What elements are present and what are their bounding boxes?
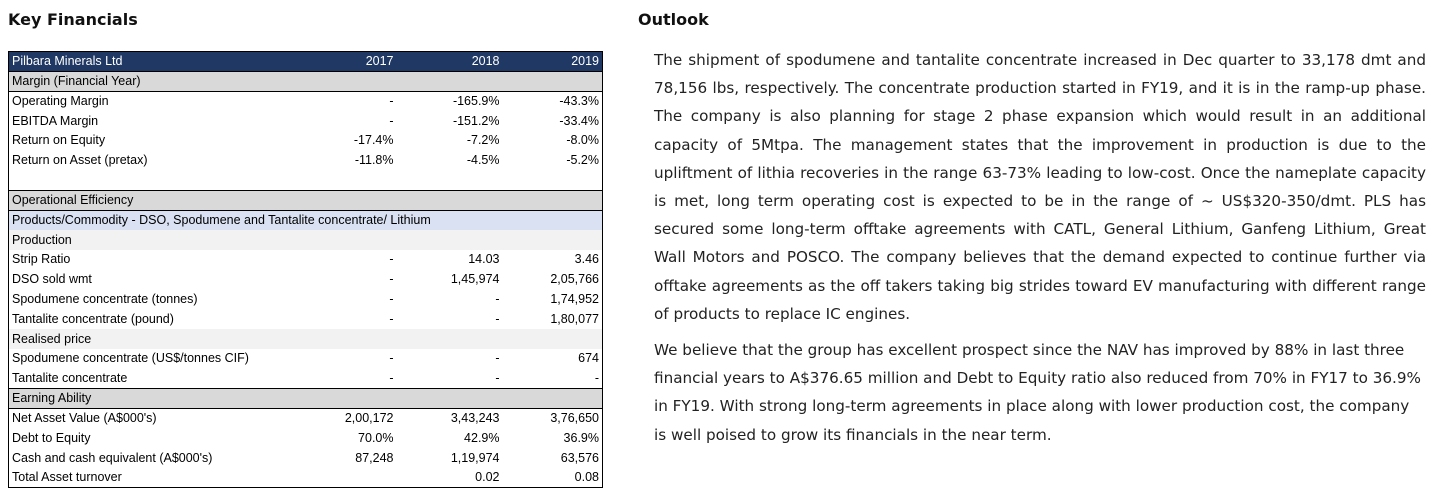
key-financials-heading: Key Financials: [8, 10, 138, 29]
row-label: Tantalite concentrate: [12, 371, 128, 385]
row-value: 63,576: [560, 450, 599, 465]
row-value: 0.02: [475, 470, 500, 485]
row-value: 36.9%: [563, 430, 599, 445]
table-row: [9, 468, 603, 488]
section-row: [9, 72, 603, 92]
row-value: [397, 171, 503, 191]
row-value: -33.4%: [559, 113, 599, 128]
row-label: Debt to Equity: [12, 430, 91, 445]
row-value: 2,00,172: [344, 411, 394, 426]
row-value: -: [389, 252, 394, 267]
blank-row: [9, 171, 603, 191]
row-value: [305, 171, 397, 191]
table-row: [9, 290, 603, 310]
row-label: Cash and cash equivalent (A$000's): [12, 450, 213, 465]
row-value: -: [495, 351, 500, 366]
row-value: 3,76,650: [550, 411, 599, 426]
key-financials-table: [8, 51, 603, 488]
row-value: 3.46: [574, 252, 599, 267]
section-label: Earning Ability: [9, 389, 603, 409]
row-value: -17.4%: [353, 133, 394, 148]
key-financials-table-body: [9, 52, 603, 488]
table-row: [9, 151, 603, 171]
row-label: Strip Ratio: [12, 252, 71, 267]
row-value: 70.0%: [358, 430, 394, 445]
sub-row: [9, 230, 603, 250]
table-row: [9, 131, 603, 151]
outlook-text: [654, 46, 1426, 457]
row-value: -: [594, 371, 599, 385]
section-label: Products/Commodity - DSO, Spodumene and Tantalite concentrate/ Lithium: [9, 210, 603, 230]
row-value: -: [389, 292, 394, 307]
section-label: Margin (Financial Year): [9, 72, 603, 92]
row-label: EBITDA Margin: [12, 113, 99, 128]
table-row: [9, 92, 603, 112]
table-row: [9, 309, 603, 329]
row-label: DSO sold wmt: [12, 272, 92, 287]
sub-row: [9, 329, 603, 349]
row-value: -11.8%: [354, 153, 394, 168]
row-label: Total Asset turnover: [12, 470, 122, 485]
table-header-row: [9, 52, 603, 72]
outlook-paragraph-1: The shipment of spodumene and tantalite concentrate increased in Dec quarter to 33,178 dmt and 78,156 lbs, respectively. The concentrate production started in FY19, and it is in the ramp-up phase. The company is also planning for stage 2 phase expansion which would result in an additional capacity of 5Mtpa. The management states that the improvement in production is due to the upliftment of lithia recoveries in the range 63-73% leading to low-cost. Once the nameplate capacity is met, long term operating cost is expected to be in the range of ~ US$320-350/dmt. PLS has secured some long-term offtake agreements with CATL, General Lithium, Ganfeng Lithium, Great Wall Motors and POSCO. The company believes that the demand expected to continue further via offtake agreements as the off takers taking big strides toward EV manufacturing with different range of products to replace IC engines.: [654, 51, 1426, 323]
header-year-2019: 2019: [503, 52, 603, 72]
table-row: [9, 111, 603, 131]
section-label: Operational Efficiency: [9, 190, 603, 210]
row-value: -: [495, 292, 500, 307]
row-value: 2,05,766: [550, 272, 599, 287]
row-value: 87,248: [355, 450, 394, 465]
row-value: 674: [578, 351, 599, 366]
table-row: [9, 250, 603, 270]
table-row: [9, 448, 603, 468]
section-label: Realised price: [9, 329, 603, 349]
outlook-heading: Outlook: [638, 10, 709, 29]
row-value: -: [495, 311, 500, 326]
row-value: 0.08: [574, 470, 599, 485]
row-value: -: [389, 351, 394, 366]
row-value: [305, 468, 397, 488]
section-row: [9, 389, 603, 409]
row-label: Spodumene concentrate (tonnes): [12, 292, 198, 307]
row-value: -: [389, 311, 394, 326]
row-label: Net Asset Value (A$000's): [12, 411, 157, 426]
row-value: [503, 171, 603, 191]
row-value: -: [389, 94, 394, 109]
table-row: [9, 270, 603, 290]
row-label: [9, 171, 305, 191]
row-value: -7.2%: [466, 133, 500, 148]
section-row: [9, 190, 603, 210]
row-value: -4.5%: [466, 153, 500, 168]
row-value: 14.03: [468, 252, 500, 267]
row-label: Spodumene concentrate (US$/tonnes CIF): [12, 351, 249, 366]
row-label: Tantalite concentrate (pound): [12, 311, 174, 326]
row-value: -8.0%: [566, 133, 599, 148]
table-row: [9, 428, 603, 448]
row-value: 42.9%: [464, 430, 500, 445]
row-value: -: [389, 272, 394, 287]
row-value: -: [389, 371, 394, 385]
highlight-row: [9, 210, 603, 230]
row-value: 3,43,243: [450, 411, 500, 426]
row-value: -: [389, 113, 394, 128]
table-row: [9, 409, 603, 429]
table-row: [9, 349, 603, 369]
row-value: 1,80,077: [550, 311, 599, 326]
row-value: -5.2%: [566, 153, 599, 168]
header-company-name: Pilbara Minerals Ltd: [9, 52, 305, 72]
row-value: 1,19,974: [450, 450, 500, 465]
row-value: 1,45,974: [450, 272, 500, 287]
row-value: -151.2%: [452, 113, 500, 128]
row-value: -165.9%: [452, 94, 500, 109]
row-label: Return on Equity: [12, 133, 106, 148]
outlook-paragraph-2: We believe that the group has excellent prospect since the NAV has improved by 88% in last three financial years to A$376.65 million and Debt to Equity ratio also reduced from 70% in FY17 to 36.9% in FY19. With strong long-term agreements in place along with lower production cost, the company is well poised to grow its financials in the near term.: [654, 341, 1421, 444]
row-label: Operating Margin: [12, 94, 109, 109]
row-value: -: [495, 371, 500, 385]
section-label: Production: [9, 230, 603, 250]
row-label: Return on Asset (pretax): [12, 153, 148, 168]
header-year-2018: 2018: [397, 52, 503, 72]
row-value: -43.3%: [559, 94, 599, 109]
header-year-2017: 2017: [305, 52, 397, 72]
row-value: 1,74,952: [550, 292, 599, 307]
table-row: [9, 369, 603, 389]
